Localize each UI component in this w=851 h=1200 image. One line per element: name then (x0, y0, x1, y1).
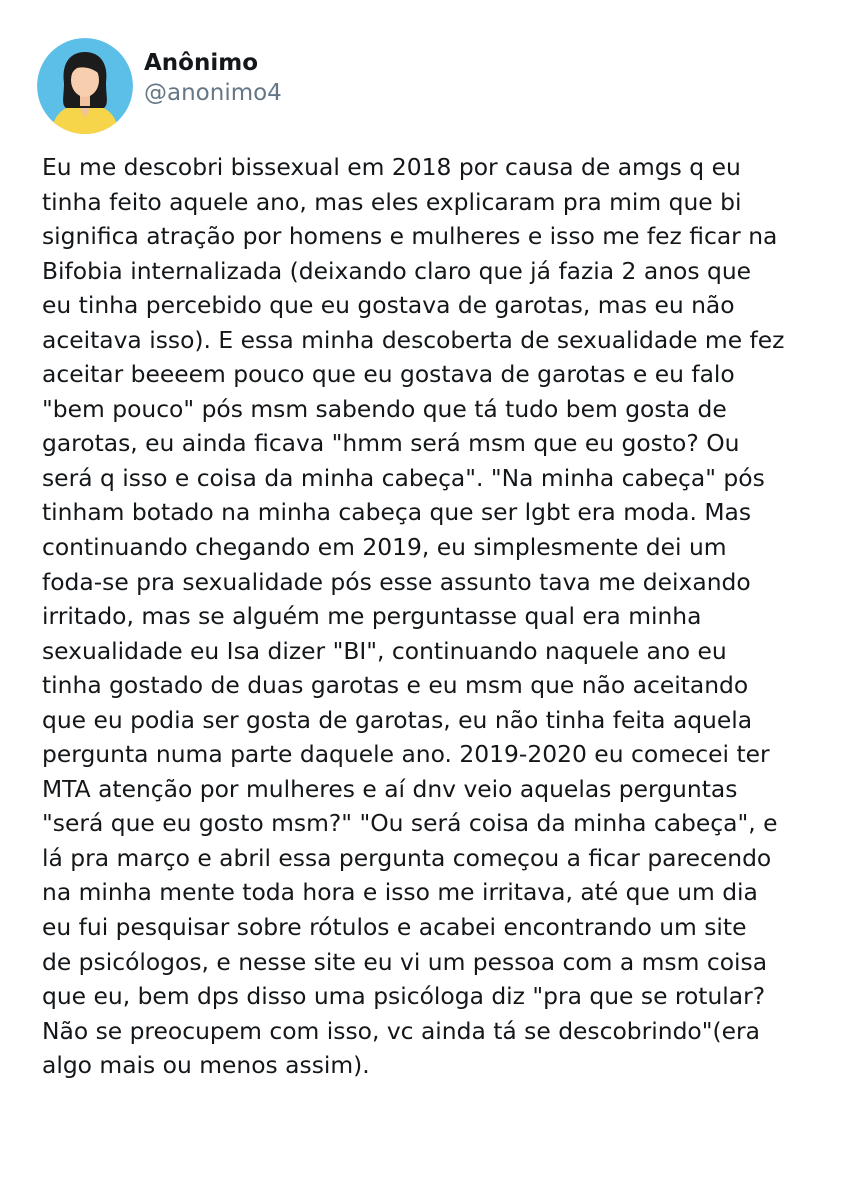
tweet-text-line: tinha feito aquele ano, mas eles explicaram pra mim que bi (42, 187, 742, 216)
display-name[interactable]: Anônimo (144, 50, 259, 76)
tweet-text-line: lá pra março e abril essa pergunta começou a ficar parecendo (42, 843, 772, 872)
tweet-text-line: "será que eu gosto msm?" "Ou será coisa da minha cabeça", e (42, 809, 778, 838)
tweet-header (37, 38, 282, 134)
tweet-text-line: Bifobia internalizada (deixando claro que já fazia 2 anos que (42, 256, 752, 285)
tweet-text-line: Não se preocupem com isso, vc ainda tá se descobrindo"(era (42, 1016, 760, 1045)
tweet-text-line: aceitava isso). E essa minha descoberta de sexualidade me fez (42, 325, 785, 354)
tweet-text-line: foda-se pra sexualidade pós esse assunto tava me deixando (42, 567, 751, 596)
avatar[interactable] (37, 38, 133, 134)
tweet-text-line: "bem pouco" pós msm sabendo que tá tudo bem gosta de (42, 394, 727, 423)
tweet-text-line: tinham botado na minha cabeça que ser lgbt era moda. Mas (42, 498, 752, 527)
tweet-text-line: de psicólogos, e nesse site eu vi um pessoa com a msm coisa (42, 947, 768, 976)
tweet-text-line: pergunta numa parte daquele ano. 2019-2020 eu comecei ter (42, 740, 770, 769)
tweet-text-line: eu tinha percebido que eu gostava de garotas, mas eu não (42, 291, 735, 320)
tweet-text-line: será q isso e coisa da minha cabeça". "Na minha cabeça" pós (42, 463, 765, 492)
tweet-text-line: eu fui pesquisar sobre rótulos e acabei encontrando um site (42, 913, 747, 942)
tweet-text (42, 150, 832, 1083)
tweet-text-line: sexualidade eu Isa dizer "BI", continuando naquele ano eu (42, 636, 727, 665)
tweet-text-line: irritado, mas se alguém me perguntasse qual era minha (42, 602, 702, 631)
tweet-text-line: Eu me descobri bissexual em 2018 por causa de amgs q eu (42, 153, 741, 181)
tweet-text-line: garotas, eu ainda ficava "hmm será msm que eu gosto? Ou (42, 429, 740, 458)
tweet-text-line: algo mais ou menos assim). (42, 1051, 370, 1080)
tweet-text-line: que eu podia ser gosta de garotas, eu não tinha feita aquela (42, 705, 753, 734)
user-handle[interactable]: @anonimo4 (144, 80, 282, 106)
tweet-text-line: que eu, bem dps disso uma psicóloga diz "pra que se rotular? (42, 982, 766, 1011)
tweet-text-line: MTA atenção por mulheres e aí dnv veio aquelas perguntas (42, 774, 738, 803)
tweet-text-line: continuando chegando em 2019, eu simplesmente dei um (42, 533, 727, 562)
person-icon (37, 38, 133, 134)
tweet-text-line: significa atração por homens e mulheres e isso me fez ficar na (42, 222, 778, 251)
tweet-text-line: tinha gostado de duas garotas e eu msm que não aceitando (42, 671, 749, 700)
tweet-text-line: na minha mente toda hora e isso me irritava, até que um dia (42, 878, 758, 907)
user-names (144, 38, 282, 108)
tweet-text-line: aceitar beeeem pouco que eu gostava de garotas e eu falo (42, 360, 735, 389)
